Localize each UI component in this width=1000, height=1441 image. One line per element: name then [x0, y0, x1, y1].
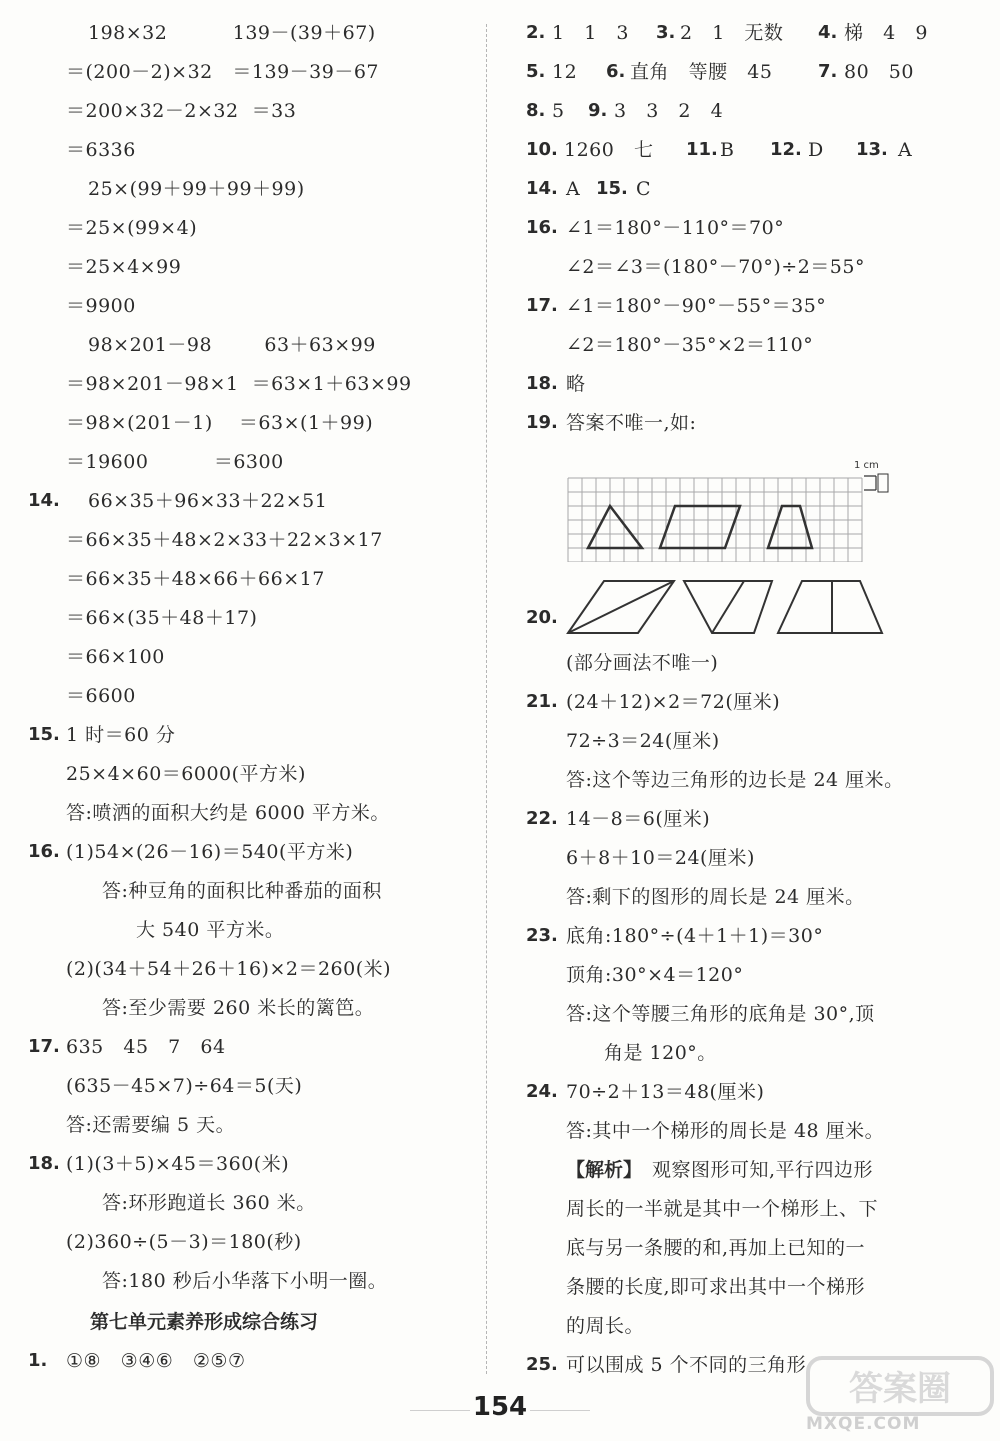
question-number: 16. — [526, 217, 558, 238]
scale-indicator — [864, 476, 876, 490]
answer-line: 72÷3＝24(厘米) — [566, 730, 720, 752]
question-number: 7. — [818, 61, 838, 82]
answer-line: 答:环形跑道长 360 米。 — [102, 1192, 316, 1214]
answer-text: A — [566, 178, 581, 200]
answer-line: (24＋12)×2＝72(厘米) — [566, 691, 781, 713]
answer-line: (635－45×7)÷64＝5(天) — [66, 1075, 303, 1097]
question-number: 17. — [28, 1036, 60, 1057]
scale-box — [878, 474, 888, 492]
trapezoid-shape — [768, 506, 812, 548]
answer-text: 3 3 2 4 — [614, 100, 724, 122]
calc-line: ＝(200－2)×32 ＝139－39－67 — [66, 61, 380, 83]
question-number: 15. — [28, 724, 60, 745]
calc-line: ＝6600 — [66, 685, 136, 707]
calc-line: ＝98×(201－1) ＝63×(1＋99) — [66, 412, 374, 434]
analysis-line: 条腰的长度,即可求出其中一个梯形 — [566, 1276, 866, 1298]
parallelogram-shape — [660, 506, 740, 548]
grid-figure — [560, 452, 900, 562]
calc-line: 98×201－98 63＋63×99 — [88, 334, 376, 356]
answer-line: (1)54×(26－16)＝540(平方米) — [66, 841, 354, 863]
question-number: 18. — [28, 1153, 60, 1174]
question-number: 2. — [526, 22, 546, 43]
answer-text: 5 — [552, 100, 565, 122]
answer-text: C — [636, 178, 652, 200]
answer-line: 可以围成 5 个不同的三角形 — [566, 1354, 807, 1376]
analysis-line: 底与另一条腰的和,再加上已知的一 — [566, 1237, 866, 1259]
answer-text: 12 — [552, 61, 578, 83]
answer-line: 底角:180°÷(4＋1＋1)＝30° — [566, 925, 824, 947]
question-number: 13. — [856, 139, 888, 160]
trapezoid-shape — [778, 581, 882, 633]
question-number: 16. — [28, 841, 60, 862]
calc-line: ＝9900 — [66, 295, 136, 317]
calc-line: ＝66×100 — [66, 646, 165, 668]
scale-label: 1 cm — [854, 460, 879, 471]
calc-line: ＝66×35＋48×2×33＋22×3×17 — [66, 529, 383, 551]
answer-line: 14－8＝6(厘米) — [566, 808, 711, 830]
answer-text: D — [808, 139, 824, 161]
question-number: 3. — [656, 22, 676, 43]
question-number: 9. — [588, 100, 608, 121]
answer-line: ∠2＝180°－35°×2＝110° — [566, 334, 814, 356]
answer-line: 1 时＝60 分 — [66, 724, 176, 746]
note-text: (部分画法不唯一) — [566, 652, 719, 674]
question-number: 18. — [526, 373, 558, 394]
calc-line: ＝6336 — [66, 139, 136, 161]
answer-line: (2)(34＋54＋26＋16)×2＝260(米) — [66, 958, 392, 980]
question-number: 23. — [526, 925, 558, 946]
question-number: 22. — [526, 808, 558, 829]
answer-line: ∠1＝180°－110°＝70° — [566, 217, 785, 239]
answer-line: 角是 120°。 — [604, 1042, 717, 1064]
answer-line: 70÷2＋13＝48(厘米) — [566, 1081, 765, 1103]
answer-line: 顶角:30°×4＝120° — [566, 964, 744, 986]
question-number: 14. — [526, 178, 558, 199]
question-number: 15. — [596, 178, 628, 199]
analysis-line: 观察图形可知,平行四边形 — [652, 1159, 874, 1181]
calc-line: ＝19600 ＝6300 — [66, 451, 284, 473]
question-number: 25. — [526, 1354, 558, 1375]
calc-line: 25×(99＋99＋99＋99) — [88, 178, 305, 200]
calc-line: ＝25×(99×4) — [66, 217, 198, 239]
answer-text: A — [898, 139, 913, 161]
answer-line: 答:其中一个梯形的周长是 48 厘米。 — [566, 1120, 885, 1142]
answer-line: 答案不唯一,如: — [566, 412, 697, 434]
answer-line: 答:180 秒后小华落下小明一圈。 — [102, 1270, 388, 1292]
calc-line: ＝200×32－2×32 ＝33 — [66, 100, 297, 122]
question-number: 4. — [818, 22, 838, 43]
answer-line: ∠1＝180°－90°－55°＝35° — [566, 295, 827, 317]
question-number: 10. — [526, 139, 558, 160]
calc-line: ＝25×4×99 — [66, 256, 182, 278]
answer-line: (1)(3＋5)×45＝360(米) — [66, 1153, 290, 1175]
answer-text: 直角 等腰 45 — [630, 61, 773, 83]
analysis-line: 周长的一半就是其中一个梯形上、下 — [566, 1198, 879, 1220]
calc-line: ＝66×(35＋48＋17) — [66, 607, 258, 629]
answer-line: 答:这个等腰三角形的底角是 30°,顶 — [566, 1003, 875, 1025]
answer-text: 1260 七 — [564, 139, 654, 161]
question-number: 11. — [686, 139, 718, 160]
question-number: 14. — [28, 490, 60, 511]
calc-line: ＝66×35＋48×66＋66×17 — [66, 568, 325, 590]
watermark-text: MXQE.COM — [806, 1414, 921, 1434]
question-number: 17. — [526, 295, 558, 316]
answer-line: 答:剩下的图形的周长是 24 厘米。 — [566, 886, 865, 908]
answer-line: (2)360÷(5－3)＝180(秒) — [66, 1231, 302, 1253]
question-number: 6. — [606, 61, 626, 82]
question-number: 1. — [28, 1350, 48, 1371]
answer-text: B — [720, 139, 735, 161]
answer-line: 答:还需要编 5 天。 — [66, 1114, 236, 1136]
calc-line: ＝98×201－98×1 ＝63×1＋63×99 — [66, 373, 412, 395]
calc-line: 66×35＋96×33＋22×51 — [88, 490, 328, 512]
question-number: 5. — [526, 61, 546, 82]
page-number: 154 — [472, 1392, 528, 1422]
answer-line: 6＋8＋10＝24(厘米) — [566, 847, 755, 869]
analysis-line: 的周长。 — [566, 1315, 645, 1337]
answer-text: 1 1 3 — [552, 22, 630, 44]
question-number: 21. — [526, 691, 558, 712]
question-number: 8. — [526, 100, 546, 121]
question-number: 19. — [526, 412, 558, 433]
answer-line: 635 45 7 64 — [66, 1036, 226, 1058]
cut-figures — [560, 575, 890, 639]
question-number: 20. — [526, 607, 558, 628]
answer-line: 25×4×60＝6000(平方米) — [66, 763, 306, 785]
answer-line: 略 — [566, 373, 586, 395]
question-number: 12. — [770, 139, 802, 160]
answer-text: 梯 4 9 — [844, 22, 928, 44]
answer-line: 答:喷洒的面积大约是 6000 平方米。 — [66, 802, 390, 824]
answer-line: 答:至少需要 260 米长的篱笆。 — [102, 997, 375, 1019]
answer-text: 2 1 无数 — [680, 22, 784, 44]
analysis-label: 【解析】 — [566, 1159, 643, 1181]
answer-line: 答:种豆角的面积比种番茄的面积 — [102, 880, 382, 902]
section-heading: 第七单元素养形成综合练习 — [90, 1311, 319, 1333]
answer-line: 大 540 平方米。 — [136, 919, 285, 941]
column-divider — [486, 24, 487, 1374]
answer-line: ①⑧ ③④⑥ ②⑤⑦ — [66, 1350, 246, 1372]
watermark-glyphs: 答案圈 — [849, 1369, 951, 1409]
answer-line: 答:这个等边三角形的边长是 24 厘米。 — [566, 769, 904, 791]
answer-line: ∠2＝∠3＝(180°－70°)÷2＝55° — [566, 256, 865, 278]
question-number: 24. — [526, 1081, 558, 1102]
calc-line: 198×32 139－(39＋67) — [88, 22, 376, 44]
answer-text: 80 50 — [844, 61, 914, 83]
